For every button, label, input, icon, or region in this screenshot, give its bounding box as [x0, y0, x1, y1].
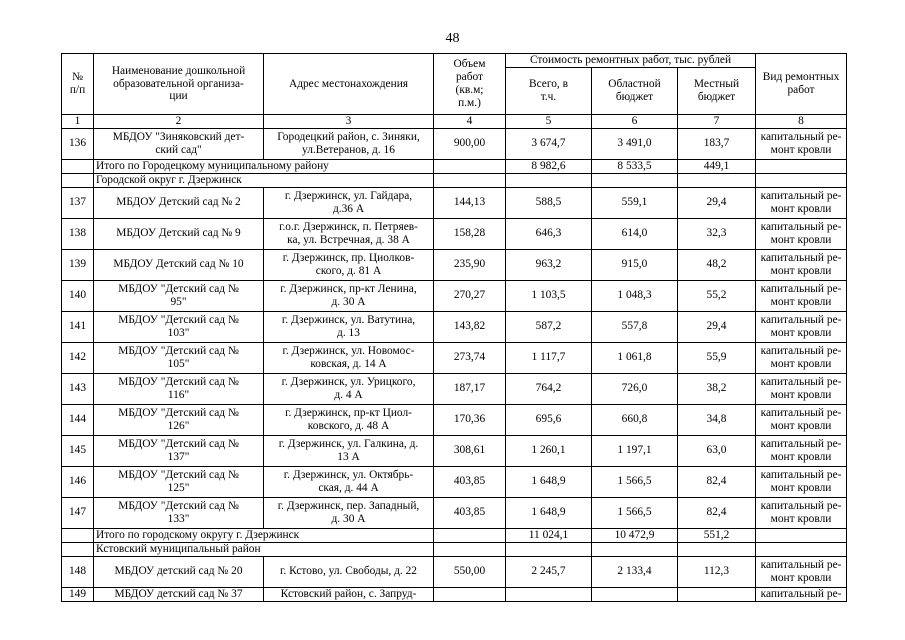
cost-local: 38,2	[678, 373, 756, 404]
cost-local: 34,8	[678, 404, 756, 435]
cost-local: 183,7	[678, 128, 756, 159]
table-row	[62, 497, 847, 528]
header-volume: Объем работ (кв.м; п.м.)	[434, 54, 506, 115]
cost-total: 1 260,1	[506, 435, 592, 466]
table-row	[62, 587, 847, 601]
address: г. Дзержинск, пр-кт Ленина, д. 30 А	[264, 280, 434, 311]
repair-type: капитальный ре- монт кровли	[756, 249, 847, 280]
row-number: 144	[62, 404, 94, 435]
cost-total: 764,2	[506, 373, 592, 404]
cost-total: 1 103,5	[506, 280, 592, 311]
repair-type: капитальный ре- монт кровли	[756, 187, 847, 218]
repair-cost-table	[61, 53, 847, 602]
column-number: 1	[62, 115, 94, 129]
column-number: 5	[506, 115, 592, 129]
header-name: Наименование дошкольной образовательной организа- ции	[94, 54, 264, 115]
work-volume: 308,61	[434, 435, 506, 466]
institution-name: МБДОУ "Детский сад № 125"	[94, 466, 264, 497]
table-row	[62, 373, 847, 404]
empty-cell	[592, 173, 678, 187]
cost-regional: 660,8	[592, 404, 678, 435]
work-volume: 550,00	[434, 556, 506, 587]
repair-type: капитальный ре-	[756, 587, 847, 601]
section-label: Кстовский муниципальный район	[94, 542, 434, 556]
row-number: 141	[62, 311, 94, 342]
cost-local: 32,3	[678, 218, 756, 249]
header-type: Вид ремонтных работ	[756, 54, 847, 115]
work-volume: 270,27	[434, 280, 506, 311]
work-volume: 187,17	[434, 373, 506, 404]
work-volume	[434, 587, 506, 601]
empty-cell	[434, 159, 506, 173]
cost-local: 63,0	[678, 435, 756, 466]
cost-local: 55,2	[678, 280, 756, 311]
cost-local: 551,2	[678, 528, 756, 542]
cost-total: 588,5	[506, 187, 592, 218]
empty-cell	[756, 173, 847, 187]
subtotal-label: Итого по Городецкому муниципальному району	[94, 159, 434, 173]
empty-cell	[506, 173, 592, 187]
work-volume: 144,13	[434, 187, 506, 218]
repair-type: капитальный ре- монт кровли	[756, 497, 847, 528]
cost-total: 1 648,9	[506, 497, 592, 528]
empty-cell	[434, 173, 506, 187]
column-number: 2	[94, 115, 264, 129]
cost-local: 29,4	[678, 187, 756, 218]
empty-cell	[62, 159, 94, 173]
work-volume: 900,00	[434, 128, 506, 159]
institution-name: МБДОУ детский сад № 37	[94, 587, 264, 601]
table-body	[62, 128, 847, 601]
section-row	[62, 173, 847, 187]
repair-type: капитальный ре- монт кровли	[756, 218, 847, 249]
row-number: 139	[62, 249, 94, 280]
cost-local: 449,1	[678, 159, 756, 173]
repair-type: капитальный ре- монт кровли	[756, 342, 847, 373]
row-number: 147	[62, 497, 94, 528]
cost-regional: 1 566,5	[592, 497, 678, 528]
row-number: 136	[62, 128, 94, 159]
row-number: 142	[62, 342, 94, 373]
repair-type: капитальный ре- монт кровли	[756, 280, 847, 311]
cost-local	[678, 587, 756, 601]
address: г. Дзержинск, ул. Гайдара, д.36 А	[264, 187, 434, 218]
table-row	[62, 311, 847, 342]
cost-regional: 726,0	[592, 373, 678, 404]
cost-total: 646,3	[506, 218, 592, 249]
empty-cell	[62, 542, 94, 556]
work-volume: 403,85	[434, 497, 506, 528]
header-cost-group: Стоимость ремонтных работ, тыс. рублей	[506, 54, 756, 68]
cost-regional: 3 491,0	[592, 128, 678, 159]
cost-local: 82,4	[678, 497, 756, 528]
institution-name: МБДОУ "Детский сад № 105"	[94, 342, 264, 373]
cost-regional: 1 566,5	[592, 466, 678, 497]
empty-cell	[756, 159, 847, 173]
institution-name: МБДОУ детский сад № 20	[94, 556, 264, 587]
address: Кстовский район, с. Запруд-	[264, 587, 434, 601]
institution-name: МБДОУ Детский сад № 9	[94, 218, 264, 249]
cost-regional: 2 133,4	[592, 556, 678, 587]
cost-local: 55,9	[678, 342, 756, 373]
cost-regional	[592, 587, 678, 601]
cost-regional: 10 472,9	[592, 528, 678, 542]
table-row	[62, 466, 847, 497]
address: г. Дзержинск, ул. Ватутина, д. 13	[264, 311, 434, 342]
repair-type: капитальный ре- монт кровли	[756, 466, 847, 497]
work-volume: 170,36	[434, 404, 506, 435]
table-row	[62, 187, 847, 218]
institution-name: МБДОУ Детский сад № 2	[94, 187, 264, 218]
institution-name: МБДОУ Детский сад № 10	[94, 249, 264, 280]
table-row	[62, 128, 847, 159]
work-volume: 158,28	[434, 218, 506, 249]
cost-total: 587,2	[506, 311, 592, 342]
table-row	[62, 556, 847, 587]
header-regional: Областной бюджет	[592, 68, 678, 115]
cost-local: 112,3	[678, 556, 756, 587]
cost-regional: 1 061,8	[592, 342, 678, 373]
address: г. Дзержинск, пр-кт Циол- ковского, д. 48 А	[264, 404, 434, 435]
cost-local: 48,2	[678, 249, 756, 280]
address: г. Кстово, ул. Свободы, д. 22	[264, 556, 434, 587]
address: г. Дзержинск, пр. Циолков- ского, д. 81 А	[264, 249, 434, 280]
cost-regional: 1 048,3	[592, 280, 678, 311]
cost-total: 2 245,7	[506, 556, 592, 587]
empty-cell	[756, 542, 847, 556]
empty-cell	[62, 528, 94, 542]
page-number: 48	[445, 31, 460, 46]
institution-name: МБДОУ "Детский сад № 116"	[94, 373, 264, 404]
repair-type: капитальный ре- монт кровли	[756, 373, 847, 404]
repair-type: капитальный ре- монт кровли	[756, 311, 847, 342]
cost-total: 11 024,1	[506, 528, 592, 542]
cost-total: 1 117,7	[506, 342, 592, 373]
column-number: 3	[264, 115, 434, 129]
subtotal-row	[62, 528, 847, 542]
subtotal-label: Итого по городскому округу г. Дзержинск	[94, 528, 434, 542]
header-num: № п/п	[62, 54, 94, 115]
address: г. Дзержинск, ул. Октябрь- ская, д. 44 А	[264, 466, 434, 497]
address: г. Дзержинск, ул. Новомос- ковская, д. 14 А	[264, 342, 434, 373]
address: г. Дзержинск, ул. Урицкого, д. 4 А	[264, 373, 434, 404]
empty-cell	[678, 542, 756, 556]
cost-total: 695,6	[506, 404, 592, 435]
institution-name: МБДОУ "Детский сад № 137"	[94, 435, 264, 466]
cost-regional: 915,0	[592, 249, 678, 280]
repair-type: капитальный ре- монт кровли	[756, 435, 847, 466]
cost-total: 3 674,7	[506, 128, 592, 159]
empty-cell	[62, 173, 94, 187]
table-row	[62, 280, 847, 311]
cost-regional: 559,1	[592, 187, 678, 218]
address: г. Дзержинск, ул. Галкина, д. 13 А	[264, 435, 434, 466]
row-number: 145	[62, 435, 94, 466]
subtotal-row	[62, 159, 847, 173]
row-number: 137	[62, 187, 94, 218]
cost-total: 963,2	[506, 249, 592, 280]
address: г. Дзержинск, пер. Западный, д. 30 А	[264, 497, 434, 528]
column-number: 7	[678, 115, 756, 129]
empty-cell	[434, 528, 506, 542]
row-number: 140	[62, 280, 94, 311]
empty-cell	[506, 542, 592, 556]
row-number: 143	[62, 373, 94, 404]
column-number: 6	[592, 115, 678, 129]
work-volume: 143,82	[434, 311, 506, 342]
cost-local: 82,4	[678, 466, 756, 497]
repair-type: капитальный ре- монт кровли	[756, 556, 847, 587]
empty-cell	[756, 528, 847, 542]
cost-local: 29,4	[678, 311, 756, 342]
header-total: Всего, в т.ч.	[506, 68, 592, 115]
row-number: 148	[62, 556, 94, 587]
empty-cell	[592, 542, 678, 556]
cost-total: 8 982,6	[506, 159, 592, 173]
institution-name: МБДОУ "Детский сад № 95"	[94, 280, 264, 311]
repair-type: капитальный ре- монт кровли	[756, 128, 847, 159]
institution-name: МБДОУ "Детский сад № 133"	[94, 497, 264, 528]
cost-total: 1 648,9	[506, 466, 592, 497]
table-row	[62, 249, 847, 280]
address: г.о.г. Дзержинск, п. Петряев- ка, ул. Встречная, д. 38 А	[264, 218, 434, 249]
cost-regional: 1 197,1	[592, 435, 678, 466]
institution-name: МБДОУ "Детский сад № 126"	[94, 404, 264, 435]
repair-type: капитальный ре- монт кровли	[756, 404, 847, 435]
work-volume: 235,90	[434, 249, 506, 280]
table-row	[62, 435, 847, 466]
row-number: 146	[62, 466, 94, 497]
header-address: Адрес местонахождения	[264, 54, 434, 115]
institution-name: МБДОУ "Зиняковский дет- ский сад"	[94, 128, 264, 159]
work-volume: 273,74	[434, 342, 506, 373]
column-number-row	[62, 115, 847, 129]
section-row	[62, 542, 847, 556]
header-local: Местный бюджет	[678, 68, 756, 115]
table-row	[62, 218, 847, 249]
empty-cell	[434, 542, 506, 556]
institution-name: МБДОУ "Детский сад № 103"	[94, 311, 264, 342]
column-number: 4	[434, 115, 506, 129]
cost-regional: 8 533,5	[592, 159, 678, 173]
cost-regional: 557,8	[592, 311, 678, 342]
section-label: Городской округ г. Дзержинск	[94, 173, 434, 187]
table-row	[62, 404, 847, 435]
cost-regional: 614,0	[592, 218, 678, 249]
table-row	[62, 342, 847, 373]
address: Городецкий район, с. Зиняки, ул.Ветеранов, д. 16	[264, 128, 434, 159]
empty-cell	[678, 173, 756, 187]
cost-total	[506, 587, 592, 601]
row-number: 149	[62, 587, 94, 601]
column-number: 8	[756, 115, 847, 129]
row-number: 138	[62, 218, 94, 249]
work-volume: 403,85	[434, 466, 506, 497]
